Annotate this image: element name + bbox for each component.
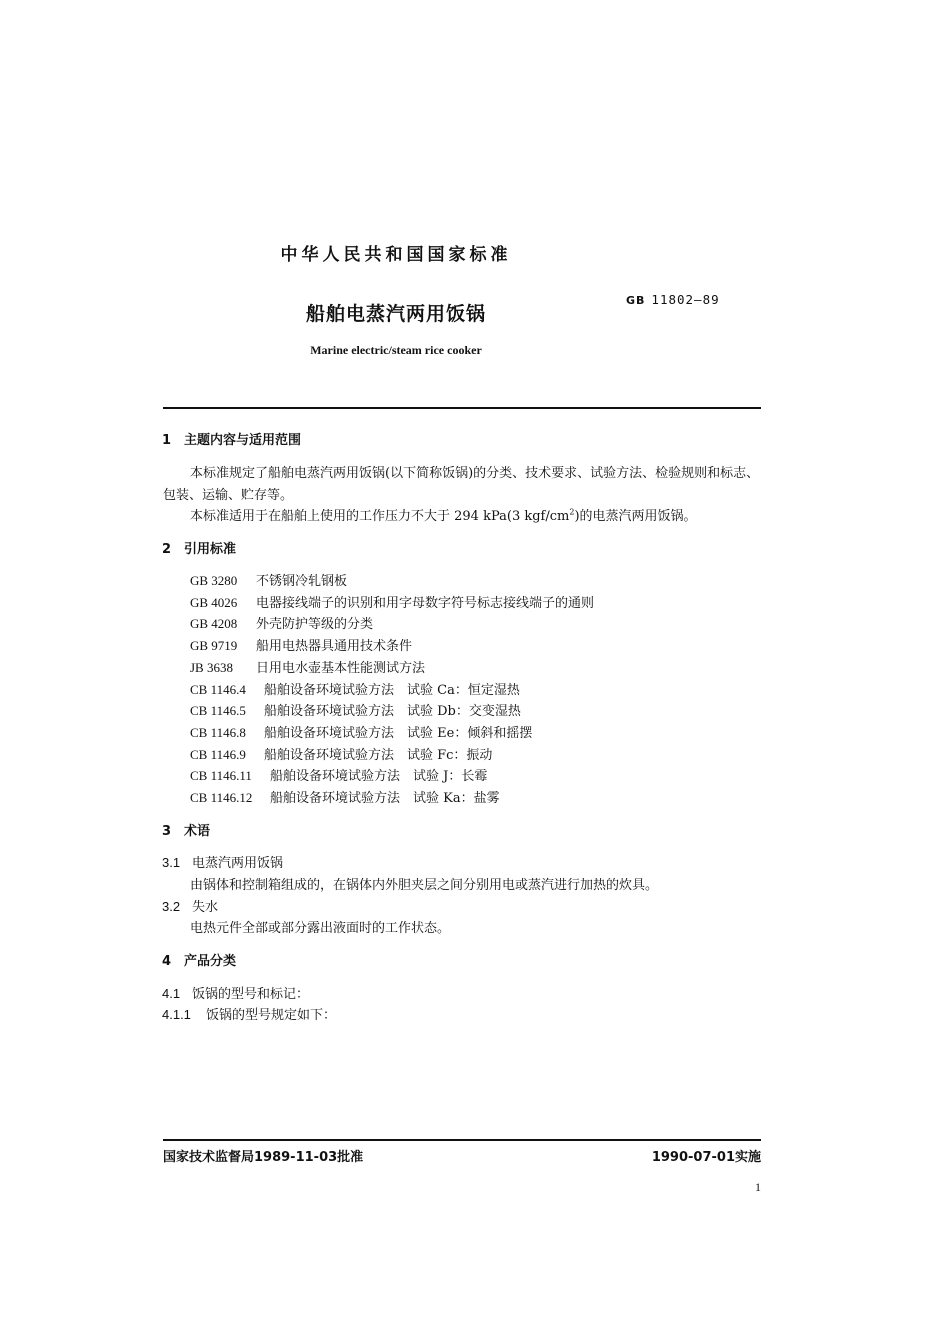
section-1-paragraph-1b: 包装、运输、贮存等。: [163, 488, 294, 503]
section-number: 2: [162, 542, 172, 557]
term-3-1-definition: 由锅体和控制箱组成的，在锅体内外胆夹层之间分别用电或蒸汽进行加热的炊具。: [190, 878, 659, 893]
clause-text: 饭锅的型号和标记：: [192, 987, 310, 1002]
standard-code-number: 11802—89: [651, 292, 720, 307]
term-title: 失水: [192, 900, 219, 915]
reference-item: [190, 635, 412, 654]
effective-date-line: 1990-07-01实施: [651, 1150, 761, 1165]
section-title: 术语: [184, 824, 211, 839]
reference-item: [190, 613, 373, 632]
section-number: 1: [162, 433, 172, 448]
section-title: 主题内容与适用范围: [184, 433, 302, 448]
clause-number: 4.1.1: [162, 1007, 191, 1022]
term-3-2: [162, 896, 218, 915]
reference-code: GB 3280: [190, 573, 238, 588]
standard-code: [626, 292, 720, 307]
reference-title: 船舶设备环境试验方法 试验 Ka：盐雾: [270, 791, 500, 806]
reference-code: CB 1146.12: [190, 790, 253, 805]
clause-number: 4.1: [162, 986, 181, 1001]
term-title: 电蒸汽两用饭锅: [192, 856, 284, 871]
standard-type-heading: 中华人民共和国国家标准: [280, 245, 512, 265]
reference-title: 外壳防护等级的分类: [256, 617, 374, 632]
paragraph-text: 本标准适用于在船舶上使用的工作压力不大于 294 kPa(3 kgf/cm: [190, 509, 570, 524]
reference-code: CB 1146.5: [190, 703, 246, 718]
section-4-heading: [162, 950, 236, 969]
reference-code: CB 1146.8: [190, 725, 246, 740]
reference-title: 船舶设备环境试验方法 试验 Fc：振动: [264, 748, 493, 763]
reference-item: [190, 570, 347, 589]
clause-text: 饭锅的型号规定如下：: [206, 1008, 337, 1023]
section-3-heading: [162, 820, 210, 839]
standard-code-prefix: GB: [626, 294, 646, 307]
superscript: 2: [569, 507, 575, 517]
reference-item: [190, 765, 487, 784]
document-title: 船舶电蒸汽两用饭锅: [305, 303, 486, 325]
approval-line: 国家技术监督局1989-11-03批准: [163, 1150, 364, 1165]
reference-title: 船用电热器具通用技术条件: [256, 639, 413, 654]
reference-item: [190, 679, 520, 698]
section-1-paragraph-2: [190, 505, 697, 524]
section-title: 引用标准: [184, 542, 237, 557]
reference-title: 电器接线端子的识别和用字母数字符号标志接线端子的通则: [256, 596, 595, 611]
reference-item: [190, 700, 521, 719]
reference-code: CB 1146.11: [190, 768, 252, 783]
reference-code: GB 9719: [190, 638, 238, 653]
reference-item: [190, 722, 532, 741]
section-title: 产品分类: [184, 954, 237, 969]
section-2-heading: [162, 538, 236, 557]
footer-rule: [163, 1139, 761, 1141]
reference-code: GB 4026: [190, 595, 238, 610]
reference-item: [190, 744, 492, 763]
reference-code: CB 1146.4: [190, 682, 246, 697]
section-1-paragraph-1a: 本标准规定了船舶电蒸汽两用饭锅(以下简称饭锅)的分类、技术要求、试验方法、检验规则和标志、: [190, 466, 760, 481]
document-title-english: Marine electric/steam rice cooker: [310, 343, 482, 357]
reference-title: 船舶设备环境试验方法 试验 Ca：恒定湿热: [264, 683, 520, 698]
term-3-1: [162, 852, 283, 871]
reference-title: 日用电水壶基本性能测试方法: [256, 661, 426, 676]
reference-title: 不锈钢冷轧钢板: [256, 574, 348, 589]
section-number: 3: [162, 824, 172, 839]
reference-code: GB 4208: [190, 616, 238, 631]
reference-title: 船舶设备环境试验方法 试验 Ee：倾斜和摇摆: [264, 726, 533, 741]
paragraph-text: )的电蒸汽两用饭锅。: [574, 509, 697, 524]
reference-item: [190, 787, 500, 806]
clause-number: 3.1: [162, 855, 181, 870]
clause-number: 3.2: [162, 899, 181, 914]
clause-4-1-1: [162, 1004, 336, 1023]
section-number: 4: [162, 954, 172, 969]
reference-code: JB 3638: [190, 660, 233, 675]
reference-code: CB 1146.9: [190, 747, 246, 762]
reference-item: [190, 657, 425, 676]
section-1-heading: [162, 429, 301, 448]
page-number: 1: [755, 1180, 761, 1194]
term-3-2-definition: 电热元件全部或部分露出液面时的工作状态。: [190, 921, 451, 936]
reference-item: [190, 592, 594, 611]
header-rule: [163, 407, 761, 409]
clause-4-1: [162, 983, 309, 1002]
reference-title: 船舶设备环境试验方法 试验 J：长霉: [270, 769, 488, 784]
reference-title: 船舶设备环境试验方法 试验 Db：交变湿热: [264, 704, 521, 719]
